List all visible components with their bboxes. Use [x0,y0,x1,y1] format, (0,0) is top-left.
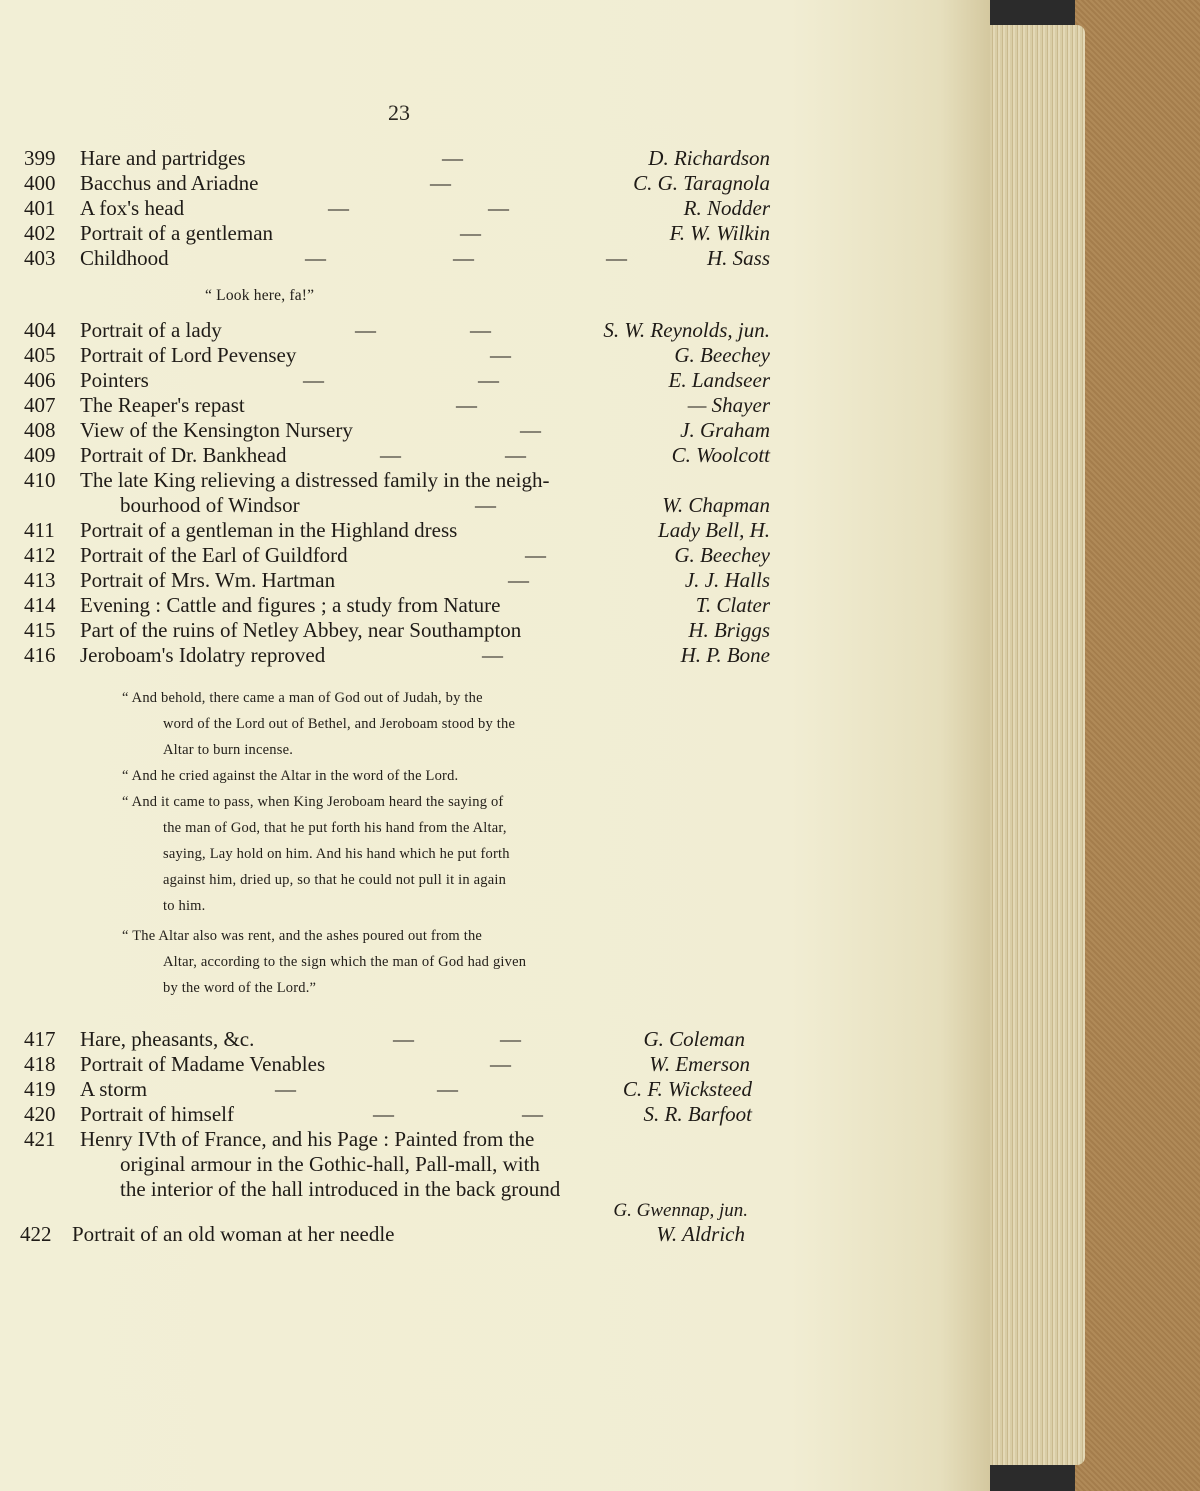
entry-422 [0,1222,780,1248]
entry-title: Portrait of the Earl of Guildford [80,543,348,567]
entry-title: Portrait of an old woman at her needle [72,1222,395,1246]
page-number: 23 [388,100,410,125]
entry-title: A fox's head [80,196,185,220]
entry-title: Portrait of himself [80,1102,234,1126]
entry-406 [0,368,780,394]
quote-line: “ And he cried against the Altar in the word of the Lord. [122,768,459,784]
dash: — [478,368,499,392]
entry-title: Evening : Cattle and figures ; a study from Nature [80,593,501,617]
entry-artist: S. W. Reynolds, jun. [603,318,770,342]
entry-title: View of the Kensington Nursery [80,418,353,442]
entry-419 [0,1077,780,1103]
entry-number: 412 [24,543,56,567]
entry-artist: G. Coleman [643,1027,745,1051]
entry-artist: E. Landseer [668,368,770,392]
entry-title: Hare and partridges [80,146,246,170]
book-binding [1075,0,1200,1491]
dash: — [500,1027,521,1051]
entry-title: Bacchus and Ariadne [80,171,259,195]
entry-artist: T. Clater [695,593,770,617]
entry-number: 413 [24,568,56,592]
entry-416 [0,643,780,669]
entry-411 [0,518,780,544]
entry-number: 419 [24,1077,56,1101]
entry-413 [0,568,780,594]
entry-number: 410 [24,468,56,492]
entry-artist: S. R. Barfoot [643,1102,752,1126]
quote-line: word of the Lord out of Bethel, and Jeroboam stood by the [163,716,516,732]
quote-line: the man of God, that he put forth his hand from the Altar, [163,820,507,836]
entry-title: Portrait of Madame Venables [80,1052,326,1076]
entry-407 [0,393,780,419]
entry-number: 415 [24,618,56,642]
entry-number: 406 [24,368,56,392]
entry-title: Jeroboam's Idolatry reproved [80,643,326,667]
dash: — [355,318,376,342]
entry-number: 405 [24,343,56,367]
quote-line: “ And it came to pass, when King Jeroboam heard the saying of [122,794,504,810]
entry-artist: — Shayer [687,393,770,417]
entry-artist: W. Emerson [649,1052,750,1076]
quote-line: “ And behold, there came a man of God out of Judah, by the [122,690,483,706]
entry-number: 422 [20,1222,52,1246]
entry-417 [0,1027,780,1053]
entry-402 [0,221,780,247]
entry-number: 418 [24,1052,56,1076]
entry-artist: R. Nodder [683,196,770,220]
entry-number: 399 [24,146,56,170]
dash: — [456,393,477,417]
dash: — [525,543,546,567]
entry-number: 402 [24,221,56,245]
quote-line: to him. [163,898,206,914]
dash: — [490,1052,511,1076]
entry-title: Portrait of a gentleman in the Highland dress [80,518,458,542]
entry-number: 400 [24,171,56,195]
entry-404 [0,318,780,344]
entry-artist: C. G. Taragnola [633,171,770,195]
entry-number: 404 [24,318,56,342]
dash: — [305,246,326,270]
dash: — [328,196,349,220]
dash: — [508,568,529,592]
dash: — [373,1102,394,1126]
quote-line: “ The Altar also was rent, and the ashes poured out from the [122,928,483,944]
entry-title: Hare, pheasants, &c. [80,1027,255,1051]
entry-number: 416 [24,643,56,667]
entry-number: 417 [24,1027,56,1051]
entry-artist: Lady Bell, H. [658,518,770,542]
entry-title: The Reaper's repast [80,393,245,417]
quote-line: Altar, according to the sign which the man of God had given [163,954,527,970]
entry-title: Part of the ruins of Netley Abbey, near Southampton [80,618,522,642]
entry-399 [0,146,780,172]
entry-title: Henry IVth of France, and his Page : Painted from the [80,1127,535,1151]
entry-artist: G. Beechey [674,543,770,567]
dash: — [505,443,526,467]
entry-title-continued: the interior of the hall introduced in the back ground [120,1177,561,1201]
entry-artist: J. Graham [680,418,770,442]
dash: — [470,318,491,342]
entry-title: Childhood [80,246,169,270]
entry-409 [0,443,780,469]
entry-number: 401 [24,196,56,220]
entry-number: 403 [24,246,56,270]
entry-414 [0,593,780,619]
dash: — [380,443,401,467]
entry-artist: C. F. Wicksteed [622,1077,752,1101]
entry-title: Portrait of a gentleman [80,221,274,245]
entry-408 [0,418,780,444]
entry-title: Portrait of Mrs. Wm. Hartman [80,568,336,592]
entry-number: 411 [24,518,55,542]
entry-title: Pointers [80,368,149,392]
dash: — [430,171,451,195]
entry-artist: G. Gwennap, jun. [613,1200,748,1221]
entry-artist: G. Beechey [674,343,770,367]
dash: — [442,146,463,170]
entry-artist: W. Chapman [662,493,770,517]
entry-title: The late King relieving a distressed family in the neigh- [80,468,550,492]
dash: — [520,418,541,442]
dash: — [460,221,481,245]
entry-number: 408 [24,418,56,442]
entry-number: 420 [24,1102,56,1126]
entry-title: Portrait of a lady [80,318,222,342]
entry-artist: W. Aldrich [656,1222,745,1246]
dash: — [488,196,509,220]
entry-420 [0,1102,780,1128]
entry-415 [0,618,780,644]
entry-418 [0,1052,780,1078]
dash: — [522,1102,543,1126]
entry-title-continued: bourhood of Windsor [120,493,300,517]
entry-artist: H. P. Bone [680,643,770,667]
dash: — [437,1077,458,1101]
entry-403 [0,246,780,272]
dash: — [275,1077,296,1101]
dash: — [606,246,627,270]
entry-artist: J. J. Halls [684,568,770,592]
dash: — [393,1027,414,1051]
dash: — [490,343,511,367]
entry-410-continued [0,493,780,519]
entry-410 [0,468,780,494]
entry-number: 409 [24,443,56,467]
entry-number: 421 [24,1127,56,1151]
quote-line: against him, dried up, so that he could not pull it in again [163,872,507,888]
entry-title: A storm [80,1077,148,1101]
entry-title: Portrait of Lord Pevensey [80,343,297,367]
page-edges [975,25,1085,1465]
dash: — [303,368,324,392]
dash: — [475,493,496,517]
entry-421 [0,1127,780,1153]
entry-title: Portrait of Dr. Bankhead [80,443,287,467]
entry-number: 414 [24,593,56,617]
quote-403: “ Look here, fa!” [205,287,315,304]
entry-artist: H. Briggs [688,618,770,642]
entry-401 [0,196,780,222]
entry-number: 407 [24,393,56,417]
entry-artist: F. W. Wilkin [669,221,770,245]
quote-line: Altar to burn incense. [163,742,294,758]
entry-400 [0,171,780,197]
quote-line: saying, Lay hold on him. And his hand which he put forth [163,846,510,862]
entry-412 [0,543,780,569]
entry-artist: D. Richardson [648,146,770,170]
entry-artist: H. Sass [706,246,770,270]
quote-line: by the word of the Lord.” [163,980,317,996]
entry-artist: C. Woolcott [671,443,770,467]
entry-title-continued: original armour in the Gothic-hall, Pall-mall, with [120,1152,540,1176]
dash: — [482,643,503,667]
entry-405 [0,343,780,369]
dash: — [453,246,474,270]
